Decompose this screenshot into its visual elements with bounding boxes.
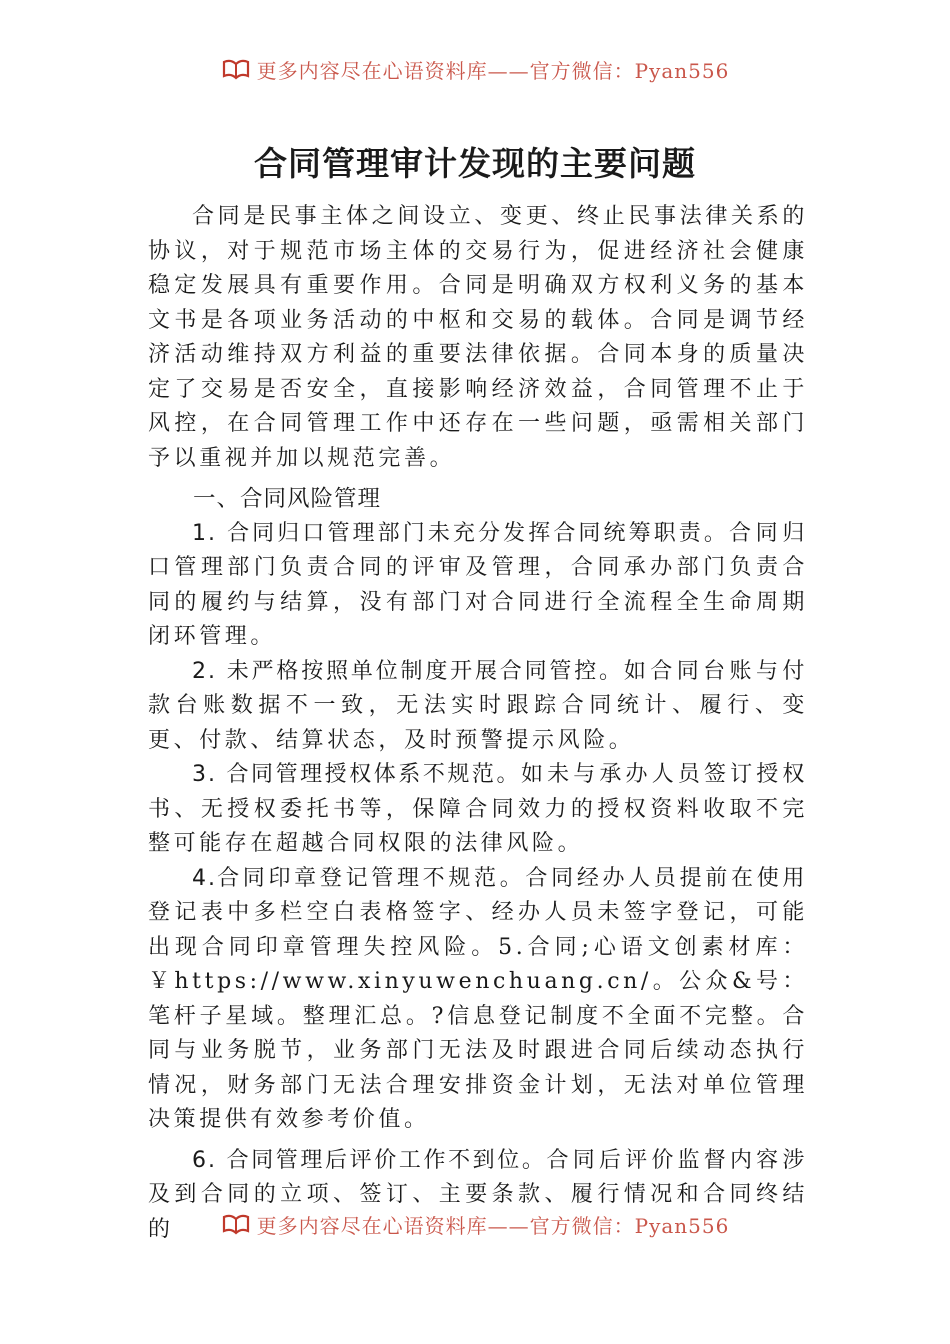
list-item [148, 862, 808, 1138]
section-heading: 一、合同风险管理 [193, 486, 382, 512]
page-title: 合同管理审计发现的主要问题 [254, 144, 696, 183]
item-text: 如未与承办人员签订授权书、无授权委托书等，保障合同效力的授权资料收取不完整可能存在超越合同权限的法律风险。 [148, 762, 808, 856]
list-item [148, 517, 808, 655]
intro-paragraph: 合同是民事主体之间设立、变更、终止民事法律关系的协议，对于规范市场主体的交易行为，促进经济社会健康稳定发展具有重要作用。合同是明确双方权利义务的基本文书是各项业务活动的中枢和交易的载体。合同是调节经济活动维持双方利益的重要法律依据。合同本身的质量决定了交易是否安全，直接影响经济效益，合同管理不止于风控，在合同管理工作中还存在一些问题，亟需相关部门予以重视并加以规范完善。 [148, 204, 808, 471]
item-lead: 3. 合同管理授权体系不规范。 [192, 762, 521, 787]
item-text: 合同印章登记管理不规范。合同经办人员提前在使用登记表中多栏空白表格签字、经办人员未签字登记，可能出现合同印章管理失控风险。5.合同;心语文创素材库：￥https://www.xinyuwenchuang.cn/。公众&号：笔杆子星域。整理汇总。?信息登记制度不全面不完整。合同与业务脱节，业务部门无法及时跟进合同后续动态执行情况，财务部门无法合理安排资金计划，无法对单位管理决策提供有效参考价值。 [148, 865, 808, 1132]
item-text: 如合同台账与付款台账数据不一致，无法实时跟踪合同统计、履行、变更、付款、结算状态，及时预警提示风险。 [148, 658, 808, 753]
item-lead: 1. 合同归口管理部门未充分发挥合同统筹职责。 [192, 520, 729, 546]
item-lead: 6. 合同管理后评价工作不到位。 [192, 1147, 547, 1173]
book-logo-icon [221, 1213, 251, 1235]
item-lead: 2. 未严格按照单位制度开展合同管控。 [192, 658, 624, 684]
list-item [148, 758, 808, 862]
item-text: 合同后评价监督内容涉及到合同的立项、签订、主要条款、履行情况和合同终结的 [148, 1147, 808, 1242]
watermark-banner-top [0, 55, 950, 83]
watermark-banner-bottom [0, 1210, 950, 1238]
book-logo-icon [221, 58, 251, 80]
item-lead: 4. [192, 865, 217, 891]
banner-text: 更多内容尽在心语资料库——官方微信：Pyan556 [256, 1213, 730, 1238]
item-text: 合同归口管理部门负责合同的评审及管理，合同承办部门负责合同的履约与结算，没有部门对合同进行全流程全生命周期闭环管理。 [148, 520, 808, 649]
banner-text: 更多内容尽在心语资料库——官方微信：Pyan556 [256, 58, 730, 83]
list-item [148, 655, 808, 759]
